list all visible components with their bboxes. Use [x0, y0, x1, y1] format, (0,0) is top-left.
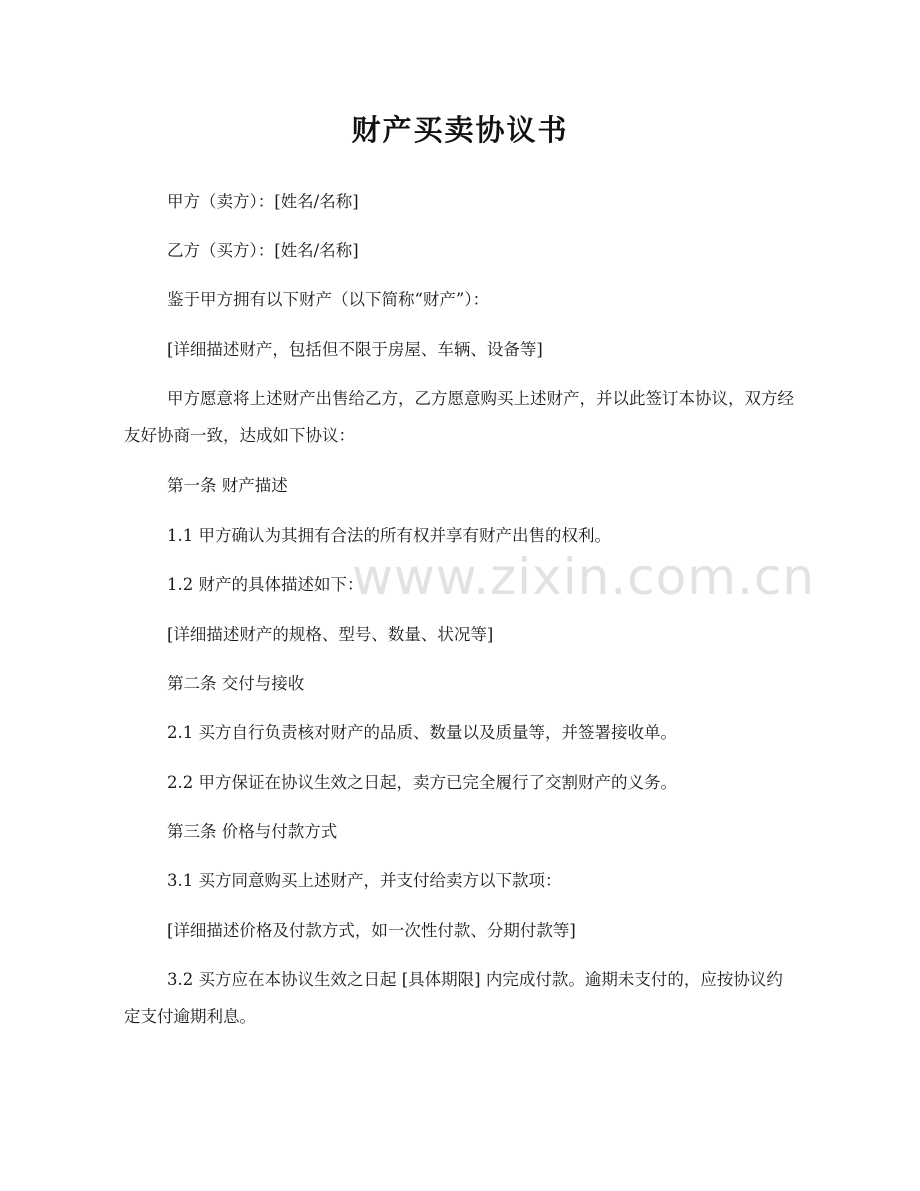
document-title: 财产买卖协议书 — [351, 113, 569, 147]
article-3-heading: 第三条 价格与付款方式 — [167, 822, 338, 841]
party-a-line: 甲方（卖方）：[姓名/名称] — [167, 192, 359, 211]
clause-3-2: 3.2 买方应在本协议生效之日起 [具体期限] 内完成付款。逾期未支付的，应按协议约定支付逾期利息。 — [124, 970, 783, 1026]
spec-placeholder: [详细描述财产的规格、型号、数量、状况等] — [167, 625, 494, 644]
intent-paragraph: 甲方愿意将上述财产出售给乙方，乙方愿意购买上述财产，并以此签订本协议，双方经友好协商一致，达成如下协议： — [124, 389, 794, 445]
clause-2-2: 2.2 甲方保证在协议生效之日起，卖方已完全履行了交割财产的义务。 — [167, 773, 677, 792]
price-placeholder: [详细描述价格及付款方式，如一次性付款、分期付款等] — [167, 921, 576, 940]
whereas-line: 鉴于甲方拥有以下财产（以下简称“财产”）： — [167, 290, 490, 309]
clause-1-1: 1.1 甲方确认为其拥有合法的所有权并享有财产出售的权利。 — [167, 526, 611, 545]
clause-2-1: 2.1 买方自行负责核对财产的品质、数量以及质量等，并签署接收单。 — [167, 723, 677, 742]
clause-1-2: 1.2 财产的具体描述如下： — [167, 575, 364, 594]
article-2-heading: 第二条 交付与接收 — [167, 674, 305, 693]
watermark-text: www.zixin.com.cn — [352, 548, 816, 606]
clause-3-1: 3.1 买方同意购买上述财产，并支付给卖方以下款项： — [167, 871, 562, 890]
party-b-line: 乙方（买方）：[姓名/名称] — [167, 241, 359, 260]
article-1-heading: 第一条 财产描述 — [167, 476, 288, 495]
property-placeholder: [详细描述财产，包括但不限于房屋、车辆、设备等] — [167, 340, 543, 359]
